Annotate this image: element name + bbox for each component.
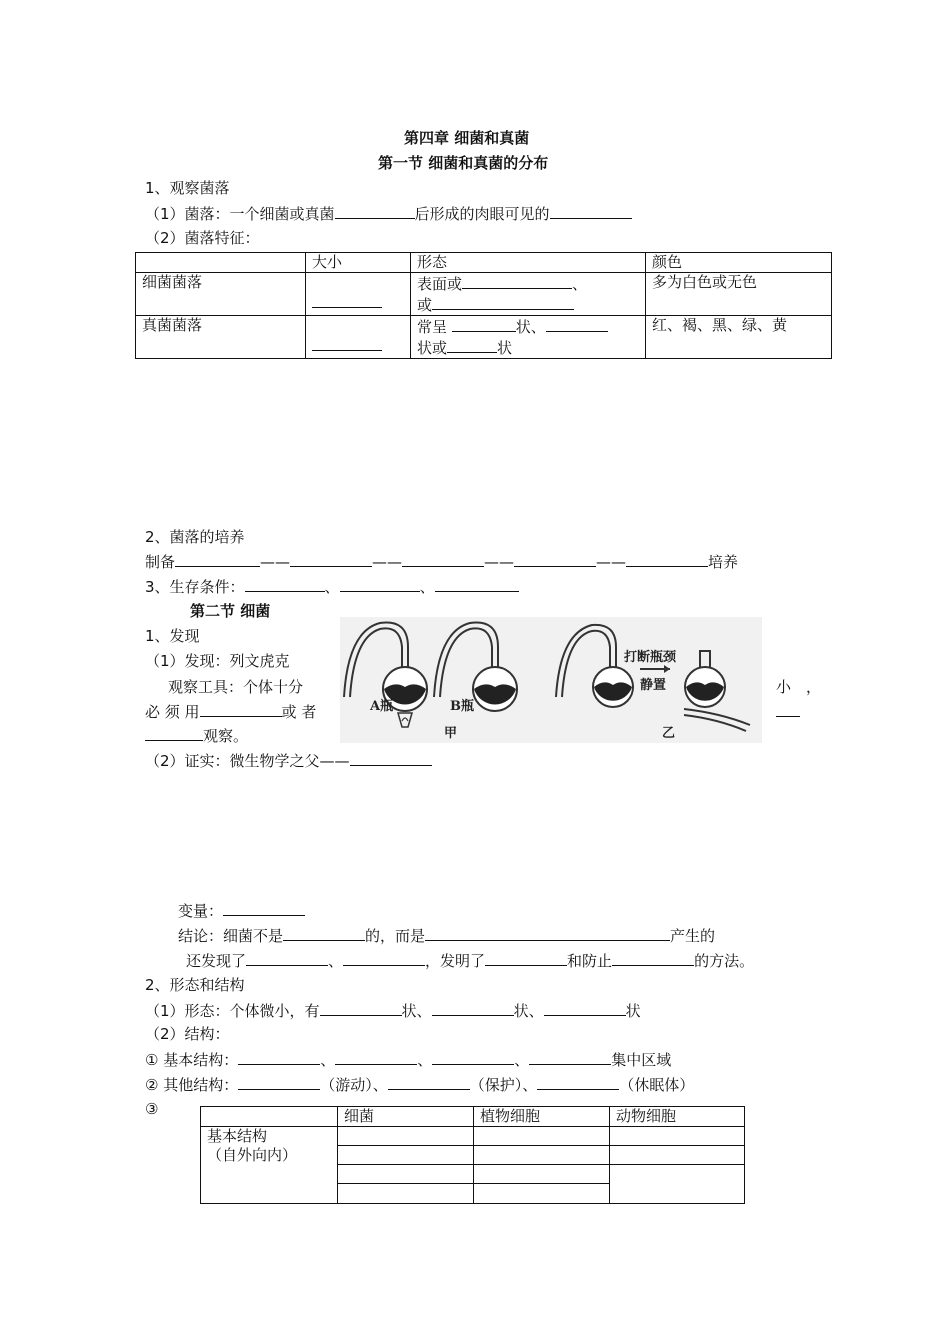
blank-field[interactable] — [425, 925, 670, 941]
tool-text: 必 须 用 — [145, 703, 200, 721]
flask-b-label: B瓶 — [450, 699, 474, 714]
colony-definition — [145, 203, 632, 224]
row-label-basic-structure — [201, 1127, 338, 1204]
cell-text: 状、 — [515, 318, 546, 336]
blank-field[interactable] — [238, 1049, 320, 1065]
basic-sep: 、 — [417, 1051, 433, 1069]
conditions-sep: 、 — [324, 578, 340, 596]
row-label-bacteria: 细菌菌落 — [136, 273, 306, 316]
colony-definition-text-b: 后形成的肉眼可见的 — [414, 205, 550, 223]
cell-text: 状或 — [417, 339, 448, 357]
blank-field[interactable] — [223, 900, 305, 916]
flask-diagram — [340, 617, 762, 743]
answer-cell[interactable] — [610, 1165, 745, 1204]
blank-field[interactable] — [402, 551, 484, 567]
chapter-title: 第四章 细菌和真菌 — [404, 129, 530, 147]
blank-field[interactable] — [626, 551, 708, 567]
culture-steps — [145, 551, 738, 572]
also-text: ，发明了 — [425, 952, 486, 970]
section2-title: 第二节 细菌 — [190, 602, 271, 620]
observation-tool-left: 观察工具：个体十分 — [168, 678, 304, 696]
cell-text: 状 — [497, 339, 513, 357]
arrow-label-stand: 静置 — [640, 678, 667, 693]
conditions-sep: 、 — [419, 578, 435, 596]
table-cell-size — [306, 273, 411, 316]
variable-text: 变量： — [178, 902, 224, 920]
blank-field[interactable] — [145, 725, 203, 741]
blank-field[interactable] — [550, 203, 632, 219]
blank-field[interactable] — [432, 1000, 514, 1016]
colony-definition-text-a: （1）菌落：一个细菌或真菌 — [145, 205, 335, 223]
blank-field[interactable] — [312, 335, 382, 351]
heading-discovery: 1、发现 — [145, 627, 200, 645]
blank-field[interactable] — [452, 316, 516, 332]
table-header-cell: 细菌 — [338, 1107, 474, 1127]
basic-sep: 、 — [320, 1051, 336, 1069]
answer-cell[interactable] — [474, 1184, 610, 1204]
arrow-label-break: 打断瓶颈 — [624, 650, 677, 665]
other-text: （保护）、 — [469, 1076, 538, 1094]
answer-cell[interactable] — [338, 1165, 474, 1184]
caption-yi: 乙 — [662, 726, 676, 741]
cell-text: 、 — [572, 275, 588, 293]
observation-tool-right: 小 ， — [776, 678, 822, 696]
cell-text: 常呈 — [417, 318, 448, 336]
colony-features-table — [135, 252, 832, 359]
caption-jia: 甲 — [444, 726, 458, 741]
table-cell-size — [306, 316, 411, 359]
observation-tool-line2 — [145, 701, 316, 722]
blank-field[interactable] — [335, 203, 415, 219]
table-header-cell: 形态 — [411, 253, 646, 273]
blank-field[interactable] — [388, 1074, 470, 1090]
also-discovered-line — [186, 950, 754, 971]
conclusion-text: 产生的 — [670, 927, 716, 945]
blank-field[interactable] — [447, 337, 497, 353]
blank-field[interactable] — [537, 1074, 619, 1090]
colony-features-heading: （2）菌落特征： — [145, 229, 260, 247]
table-header-row — [201, 1107, 745, 1127]
table-header-row — [136, 253, 832, 273]
blank-field[interactable] — [246, 950, 328, 966]
answer-cell[interactable] — [474, 1127, 610, 1146]
other-text: （休眠体） — [619, 1076, 695, 1094]
blank-field[interactable] — [435, 576, 519, 592]
table-row — [136, 316, 832, 359]
answer-cell[interactable] — [338, 1146, 474, 1165]
structure-heading: （2）结构： — [145, 1025, 230, 1043]
blank-field[interactable] — [612, 950, 694, 966]
culture-text: 制备 — [145, 553, 176, 571]
culture-sep: —— — [596, 553, 627, 571]
blank-field[interactable] — [200, 701, 282, 717]
pasteur-confirmation — [145, 750, 432, 771]
survival-conditions — [145, 576, 519, 597]
heading-observe-colony: 1、观察菌落 — [145, 179, 230, 197]
table-header-cell: 大小 — [306, 253, 411, 273]
table-cell-shape — [411, 273, 646, 316]
blank-field[interactable] — [320, 1000, 402, 1016]
culture-sep: —— — [260, 553, 291, 571]
conclusion-text: 的，而是 — [365, 927, 426, 945]
blank-field[interactable] — [312, 292, 382, 308]
table-cell-shape — [411, 316, 646, 359]
swan-neck-flask-figure — [340, 617, 762, 743]
shape-text: 状、 — [513, 1002, 544, 1020]
table-header-cell — [136, 253, 306, 273]
basic-structure-line — [145, 1049, 671, 1070]
blank-field[interactable] — [432, 1049, 514, 1065]
blank-field[interactable] — [544, 1000, 626, 1016]
conclusion-text: 结论：细菌不是 — [178, 927, 284, 945]
cell-text: 表面或 — [417, 275, 463, 293]
circle-three: ③ — [145, 1100, 159, 1118]
row-label-text: （自外向内） — [207, 1146, 298, 1164]
flask-a-icon — [344, 623, 427, 728]
table-header-cell: 动物细胞 — [610, 1107, 745, 1127]
variable-line — [178, 900, 305, 921]
blank-field[interactable] — [340, 576, 420, 592]
culture-text: 培养 — [708, 553, 739, 571]
also-text: 和防止 — [567, 952, 613, 970]
section1-title: 第一节 细菌和真菌的分布 — [378, 154, 549, 172]
confirmation-text: （2）证实：微生物学之父—— — [145, 752, 350, 770]
other-text: （游动）、 — [320, 1076, 388, 1094]
table-row — [201, 1127, 745, 1146]
shape-text: （1）形态：个体微小，有 — [145, 1002, 320, 1020]
discovery-leeuwenhoek: （1）发现：列文虎克 — [145, 652, 290, 670]
table-header-cell: 颜色 — [646, 253, 832, 273]
cell-text: 或 — [417, 296, 433, 314]
answer-cell[interactable] — [474, 1146, 610, 1165]
also-text: 还发现了 — [186, 952, 247, 970]
shape-text: 状 — [625, 1002, 641, 1020]
culture-sep: —— — [372, 553, 403, 571]
blank-field[interactable] — [175, 551, 260, 567]
cell-comparison-table — [200, 1106, 745, 1204]
row-label-fungi: 真菌菌落 — [136, 316, 306, 359]
conclusion-line — [178, 925, 715, 946]
also-text: 的方法。 — [694, 952, 755, 970]
blank-field[interactable] — [343, 950, 425, 966]
heading-morphology: 2、形态和结构 — [145, 976, 245, 994]
basic-sep: 、 — [514, 1051, 530, 1069]
table-cell-color: 多为白色或无色 — [646, 273, 832, 316]
blank-field[interactable] — [529, 1049, 611, 1065]
blank-field[interactable] — [290, 551, 372, 567]
blank-field[interactable] — [245, 576, 325, 592]
answer-cell[interactable] — [338, 1184, 474, 1204]
blank-field[interactable] — [350, 750, 432, 766]
blank-field[interactable] — [546, 316, 608, 332]
morphology-line — [145, 1000, 641, 1021]
blank-field[interactable] — [283, 925, 365, 941]
tool-text: 观察。 — [203, 727, 249, 745]
blank-field[interactable] — [485, 950, 567, 966]
table-cell-color: 红、褐、黑、绿、黄 — [646, 316, 832, 359]
also-text: 、 — [328, 952, 344, 970]
flask-b-icon — [434, 623, 517, 715]
answer-cell[interactable] — [338, 1127, 474, 1146]
table-header-cell: 植物细胞 — [474, 1107, 610, 1127]
conditions-text: 3、生存条件： — [145, 578, 245, 596]
row-label-text: 基本结构 — [207, 1127, 268, 1145]
other-text: ② 其他结构： — [145, 1076, 239, 1094]
flask-a-label: A瓶 — [370, 699, 394, 714]
basic-text: ① 基本结构： — [145, 1051, 239, 1069]
culture-sep: —— — [484, 553, 515, 571]
basic-text: 集中区域 — [611, 1051, 672, 1069]
blank-field[interactable] — [462, 273, 572, 289]
broken-neck-flask-icon — [556, 625, 750, 731]
blank-field[interactable] — [432, 294, 574, 310]
blank-field[interactable] — [335, 1049, 417, 1065]
shape-text: 状、 — [401, 1002, 432, 1020]
answer-cell[interactable] — [474, 1165, 610, 1184]
tool-text: 或 者 — [281, 703, 317, 721]
table-header-cell — [201, 1107, 338, 1127]
answer-cell[interactable] — [610, 1127, 745, 1146]
blank-field[interactable] — [238, 1074, 320, 1090]
blank-field[interactable] — [776, 701, 800, 717]
blank-field[interactable] — [514, 551, 596, 567]
table-row — [136, 273, 832, 316]
observation-tool-line3 — [145, 725, 248, 746]
heading-culture: 2、菌落的培养 — [145, 528, 245, 546]
answer-cell[interactable] — [610, 1146, 745, 1165]
other-structure-line — [145, 1074, 694, 1095]
